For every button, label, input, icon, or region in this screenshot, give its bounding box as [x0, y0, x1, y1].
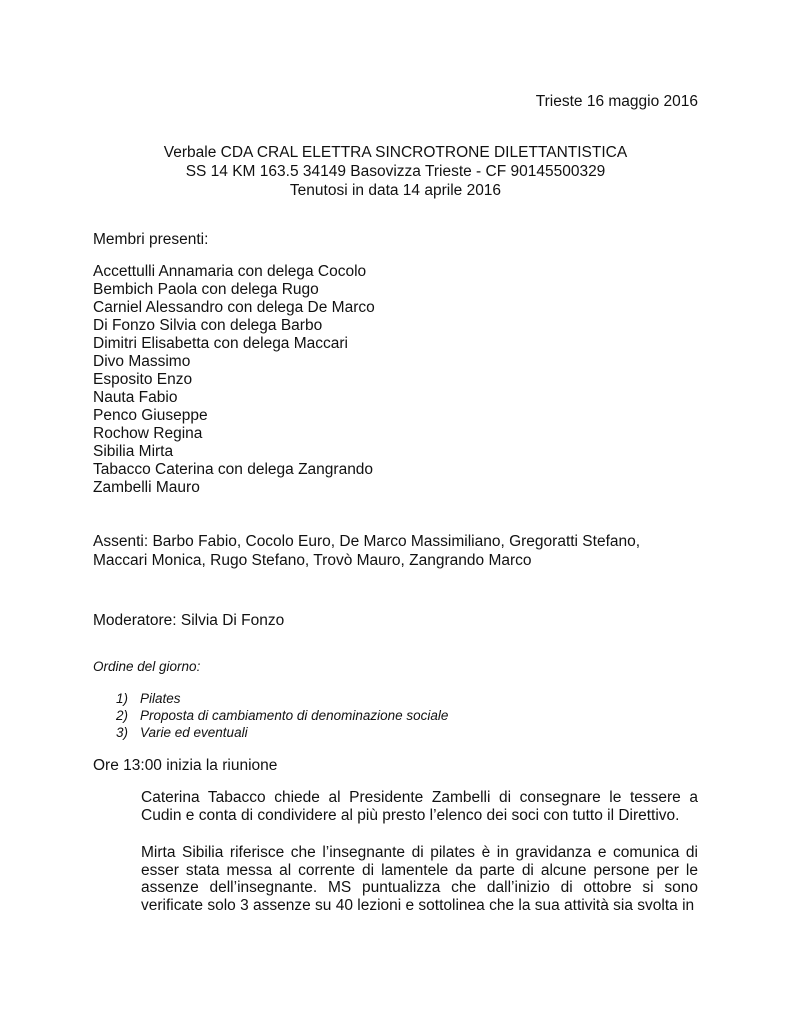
list-item: Di Fonzo Silvia con delega Barbo [93, 317, 323, 334]
list-item [116, 724, 448, 741]
moderator-line: Moderatore: Silvia Di Fonzo [93, 612, 285, 629]
list-item: Carniel Alessandro con delega De Marco [93, 299, 375, 316]
header-address: SS 14 KM 163.5 34149 Basovizza Trieste - CF 90145500329 [185, 163, 606, 180]
members-list [93, 263, 375, 497]
list-item: Nauta Fabio [93, 389, 178, 406]
agenda-number: 1) [116, 691, 129, 706]
absent-line: Assenti: Barbo Fabio, Cocolo Euro, De Marco Massimiliano, Gregoratti Stefano, [93, 533, 641, 550]
document-header [0, 143, 791, 200]
agenda-list [116, 690, 448, 741]
list-item: Zambelli Mauro [93, 479, 200, 496]
list-item: Divo Massimo [93, 353, 191, 370]
agenda-number: 2) [116, 708, 129, 723]
list-item [116, 707, 448, 724]
header-title: Verbale CDA CRAL ELETTRA SINCROTRONE DILETTANTISTICA [163, 144, 628, 161]
list-item: Penco Giuseppe [93, 407, 208, 424]
paragraph: Mirta Sibilia riferisce che l’insegnante di pilates è in gravidanza e comunica di esser stata messa al corrente di lamentele da parte di alcune persone per le assenze dell’insegnante. MS puntualizza che dall’inizio di ottobre si sono verificate solo 3 assenze su 40 lezioni e sottolinea che la sua attività sia svolta in [141, 844, 698, 914]
agenda-text: Pilates [140, 691, 181, 706]
list-item: Tabacco Caterina con delega Zangrando [93, 461, 374, 478]
agenda-text: Varie ed eventuali [140, 725, 248, 740]
document-date: Trieste 16 maggio 2016 [535, 93, 698, 110]
agenda-number: 3) [116, 725, 129, 740]
list-item: Accettulli Annamaria con delega Cocolo [93, 263, 367, 280]
list-item: Dimitri Elisabetta con delega Maccari [93, 335, 348, 352]
header-meeting-date: Tenutosi in data 14 aprile 2016 [289, 182, 502, 199]
list-item [116, 690, 448, 707]
list-item: Rochow Regina [93, 425, 203, 442]
members-label: Membri presenti: [93, 231, 209, 248]
absent-section [93, 532, 640, 570]
list-item: Bembich Paola con delega Rugo [93, 281, 319, 298]
list-item: Esposito Enzo [93, 371, 193, 388]
absent-line: Maccari Monica, Rugo Stefano, Trovò Mauro, Zangrando Marco [93, 552, 532, 569]
agenda-title: Ordine del giorno: [93, 659, 201, 674]
agenda-text: Proposta di cambiamento di denominazione sociale [140, 708, 449, 723]
list-item: Sibilia Mirta [93, 443, 174, 460]
meeting-start: Ore 13:00 inizia la riunione [93, 757, 278, 774]
paragraph: Caterina Tabacco chiede al Presidente Zambelli di consegnare le tessere a Cudin e conta di condividere al più presto l’elenco dei soci con tutto il Direttivo. [141, 789, 698, 824]
